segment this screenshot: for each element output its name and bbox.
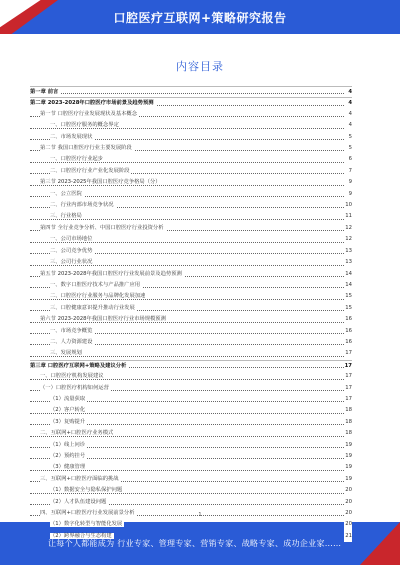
- toc-entry-page: 15: [344, 303, 352, 314]
- toc-entry-label: 四、互联网+口腔医疗行业发展前景分析: [40, 510, 135, 517]
- toc-entry-label: （1）流量获取: [50, 395, 86, 402]
- toc-entry-page: 17: [344, 371, 352, 382]
- toc-entry[interactable]: [30, 383, 352, 394]
- toc-entry-page: 18: [344, 405, 352, 416]
- toc-entry-label: （1）数字化转型与智能化发展: [50, 521, 123, 528]
- toc-entry-label: （2）客户转化: [50, 407, 86, 414]
- toc-entry[interactable]: [30, 246, 352, 257]
- toc-entry-label: 第一章 前言: [30, 89, 59, 95]
- toc-entry-label: 三、口腔健康意识提升推动行业发展: [50, 304, 135, 311]
- toc-entry-page: 7: [348, 166, 352, 177]
- toc-entry-page: 17: [344, 394, 352, 405]
- toc-entry[interactable]: [30, 143, 352, 154]
- toc-entry-label: 第三节 2023-2025年我国口腔医疗竞争格局（分）: [40, 179, 161, 186]
- toc-entry[interactable]: [30, 405, 352, 416]
- toc-entry-page: 17: [344, 361, 352, 371]
- toc-entry-page: 20: [344, 497, 352, 508]
- toc-entry-page: 20: [344, 508, 352, 519]
- toc-entry-label: 二、口腔医疗行业服务与品牌化发展加速: [50, 293, 146, 300]
- toc-entry[interactable]: [30, 428, 352, 439]
- toc-entry-page: 10: [344, 200, 352, 211]
- toc-entry-label: 三、行业格局: [50, 213, 82, 220]
- toc-entry-label: （2）跨界融合与生态构建: [50, 532, 112, 539]
- toc-entry-label: （3）复购提升: [50, 418, 86, 425]
- toc-entry-page: 12: [344, 223, 352, 234]
- toc-entry[interactable]: [30, 223, 352, 234]
- toc-entry[interactable]: [30, 269, 352, 280]
- toc-entry-page: 16: [344, 337, 352, 348]
- toc-entry[interactable]: [30, 211, 352, 222]
- toc-entry-label: （一）口腔医疗机构如何运营: [40, 384, 109, 391]
- toc-entry-page: 19: [344, 440, 352, 451]
- toc-entry-label: 一、口腔医疗机构发展建议: [40, 373, 104, 380]
- toc-entry-label: 第四节 全行业竞争分析、中国口腔医疗行业投资分析: [40, 224, 164, 231]
- toc-entry-label: 三、发展规划: [50, 350, 82, 357]
- toc-entry-label: （2）预约挂号: [50, 453, 86, 459]
- toc-entry-label: 第一节 口腔医疗行业发展现状及基本概念: [40, 110, 138, 117]
- toc-entry-page: 19: [344, 451, 352, 462]
- toc-entry-page: 19: [344, 462, 352, 473]
- toc-entry[interactable]: [30, 440, 352, 451]
- toc-entry-page: 14: [344, 269, 352, 280]
- toc-entry-label: 三、公司行业状况: [50, 259, 93, 266]
- toc-entry-label: 二、人力资源建设: [50, 338, 93, 345]
- toc-entry-label: 三、互联网+口腔医疗面临的挑战: [40, 475, 119, 482]
- toc-entry[interactable]: [30, 497, 352, 508]
- toc-entry-label: 第二节 我国口腔医疗行业主要发展阶段: [40, 145, 132, 152]
- toc-entry-page: 4: [348, 109, 352, 120]
- toc-entry[interactable]: [30, 109, 352, 120]
- toc-entry[interactable]: [30, 120, 352, 131]
- toc-entry[interactable]: [30, 86, 352, 97]
- toc-entry[interactable]: [30, 360, 352, 371]
- toc-entry-page: 9: [348, 177, 352, 188]
- toc-entry-page: 17: [344, 348, 352, 359]
- toc-entry-label: 一、口腔医疗服务的概念界定: [50, 122, 119, 129]
- page-number: 1: [198, 512, 202, 518]
- toc-entry[interactable]: [30, 280, 352, 291]
- toc-entry-page: 16: [344, 326, 352, 337]
- toc-entry-label: 第三章 口腔医疗互联网+策略及建议分析: [30, 362, 127, 369]
- toc-entry-label: （3）健康管理: [50, 464, 86, 471]
- toc-entry-label: 第六节 2023-2028年我国口腔医疗行业市场规模预测: [40, 316, 166, 323]
- toc-entry-label: （1）数据安全与隐私保护问题: [50, 487, 123, 494]
- toc-entry-page: 20: [344, 485, 352, 496]
- toc-entry-page: 16: [344, 314, 352, 325]
- toc-entry-page: 6: [348, 154, 352, 165]
- toc-entry-page: 21: [344, 531, 352, 542]
- toc-entry[interactable]: [30, 371, 352, 382]
- toc-entry-label: （2）人才队伍建设问题: [50, 498, 107, 505]
- toc-entry[interactable]: [30, 177, 352, 188]
- dot-leader: [30, 219, 344, 220]
- toc-entry-page: 11: [344, 211, 352, 222]
- toc-entry[interactable]: [30, 291, 352, 302]
- toc-entry[interactable]: [30, 485, 352, 496]
- toc-entry-page: 5: [348, 143, 352, 154]
- toc-heading: 内容目录: [176, 60, 224, 73]
- toc-entry-label: （1）线上问诊: [50, 441, 86, 448]
- toc-entry-page: 4: [347, 87, 352, 97]
- table-of-contents: [30, 86, 352, 542]
- toc-entry-page: 17: [344, 383, 352, 394]
- toc-entry[interactable]: [30, 154, 352, 165]
- toc-entry-page: 5: [348, 132, 352, 143]
- report-title: 口腔医疗互联网+策略研究报告: [113, 11, 287, 25]
- toc-entry-label: 二、市场发展现状: [50, 133, 93, 140]
- toc-entry-label: 一、公司市场地位: [50, 236, 93, 243]
- toc-entry-page: 9: [348, 189, 352, 200]
- toc-entry[interactable]: [30, 451, 352, 462]
- toc-entry-label: 一、公立医院: [50, 190, 82, 197]
- toc-entry[interactable]: [30, 97, 352, 108]
- toc-entry[interactable]: [30, 462, 352, 473]
- toc-entry[interactable]: [30, 337, 352, 348]
- toc-entry-label: 一、数字口腔医疗技术与产品推广应用: [50, 281, 141, 288]
- toc-entry-page: 4: [348, 120, 352, 131]
- toc-entry-page: 12: [344, 234, 352, 245]
- toc-entry-page: 15: [344, 291, 352, 302]
- toc-entry[interactable]: [30, 394, 352, 405]
- toc-entry[interactable]: [30, 314, 352, 325]
- toc-entry-page: 18: [344, 428, 352, 439]
- toc-entry[interactable]: [30, 189, 352, 200]
- toc-entry[interactable]: [30, 474, 352, 485]
- footer-slogan: 让每个人都能成为 行业专家、管理专家、营销专家、战略专家、成功企业家……: [48, 539, 342, 548]
- dot-leader: [30, 93, 344, 94]
- toc-entry[interactable]: [30, 417, 352, 428]
- toc-entry[interactable]: [30, 234, 352, 245]
- toc-entry-page: 14: [344, 280, 352, 291]
- toc-entry-page: 13: [344, 257, 352, 268]
- toc-entry-label: 第二章 2023-2028年口腔医疗市场前景及趋势预测: [30, 100, 154, 107]
- toc-entry-label: 一、口腔医疗行业起步: [50, 156, 103, 163]
- toc-entry[interactable]: [30, 132, 352, 143]
- toc-entry[interactable]: [30, 200, 352, 211]
- toc-entry[interactable]: [30, 257, 352, 268]
- toc-entry-label: 二、口腔医疗行业产业化发展阶段: [50, 167, 130, 174]
- toc-entry-page: 4: [347, 98, 352, 108]
- toc-entry-label: 第五节 2023-2028年我国口腔医疗行业发展前景及趋势预测: [40, 270, 182, 277]
- toc-entry-page: 13: [344, 246, 352, 257]
- toc-entry-label: 二、公司竞争优势: [50, 247, 93, 254]
- toc-entry-label: 一、市场竞争概览: [50, 327, 93, 334]
- toc-entry[interactable]: [30, 326, 352, 337]
- toc-entry[interactable]: [30, 348, 352, 359]
- toc-entry-page: 20: [344, 519, 352, 530]
- toc-entry[interactable]: [30, 303, 352, 314]
- toc-entry-label: 二、行业内部市场竞争状况: [50, 202, 114, 209]
- toc-entry-page: 18: [344, 417, 352, 428]
- toc-entry[interactable]: [30, 166, 352, 177]
- toc-entry-page: 19: [344, 474, 352, 485]
- toc-entry-label: 二、互联网+口腔医疗业务模式: [40, 430, 114, 437]
